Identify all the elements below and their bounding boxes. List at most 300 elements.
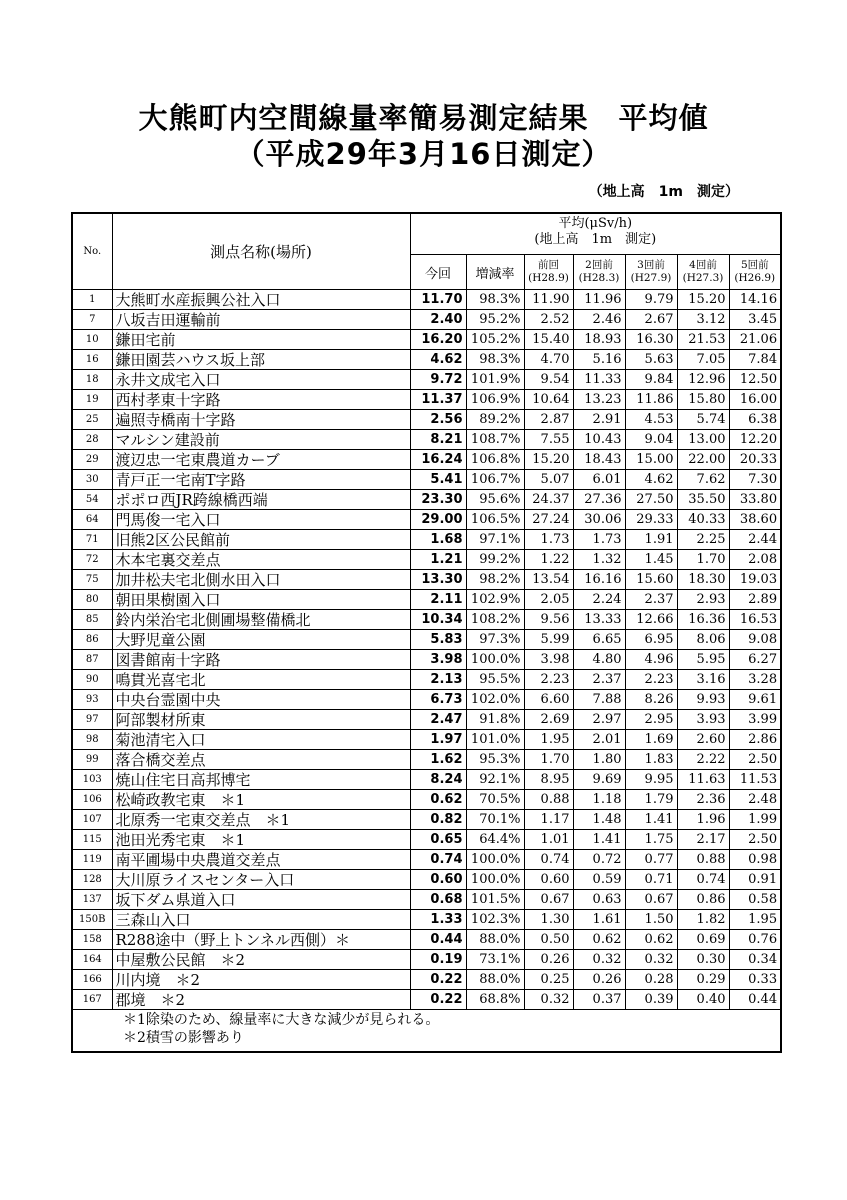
row-prev4-value: 2.25 (677, 530, 729, 550)
row-prev2-value: 1.48 (573, 810, 625, 830)
header-prev1: 前回 (H28.9) (524, 255, 573, 290)
row-change-rate: 102.9% (466, 590, 524, 610)
row-change-rate: 101.0% (466, 730, 524, 750)
row-change-rate: 91.8% (466, 710, 524, 730)
row-current-value: 0.68 (410, 890, 466, 910)
row-change-rate: 64.4% (466, 830, 524, 850)
row-current-value: 0.60 (410, 870, 466, 890)
table-row (72, 850, 781, 870)
table-row (72, 410, 781, 430)
row-prev2-value: 2.91 (573, 410, 625, 430)
row-prev2-value: 1.41 (573, 830, 625, 850)
row-location-name: マルシン建設前 (112, 430, 410, 450)
row-prev3-value: 16.30 (625, 330, 677, 350)
row-prev4-value: 3.12 (677, 310, 729, 330)
row-prev5-value: 9.08 (729, 630, 781, 650)
row-prev5-value: 11.53 (729, 770, 781, 790)
row-prev5-value: 0.44 (729, 990, 781, 1010)
row-prev2-value: 1.18 (573, 790, 625, 810)
row-number: 86 (72, 630, 112, 650)
row-prev4-value: 12.96 (677, 370, 729, 390)
row-number: 98 (72, 730, 112, 750)
row-prev4-value: 7.62 (677, 470, 729, 490)
row-prev1-value: 1.01 (524, 830, 573, 850)
footnotes (72, 1010, 781, 1053)
row-number: 75 (72, 570, 112, 590)
row-prev5-value: 0.33 (729, 970, 781, 990)
row-number: 107 (72, 810, 112, 830)
table-row (72, 350, 781, 370)
table-row (72, 330, 781, 350)
row-change-rate: 73.1% (466, 950, 524, 970)
row-location-name: 西村孝東十字路 (112, 390, 410, 410)
row-current-value: 2.56 (410, 410, 466, 430)
row-number: 167 (72, 990, 112, 1010)
row-current-value: 1.68 (410, 530, 466, 550)
row-prev2-value: 0.72 (573, 850, 625, 870)
row-prev1-value: 6.60 (524, 690, 573, 710)
row-prev2-value: 10.43 (573, 430, 625, 450)
row-prev4-value: 3.93 (677, 710, 729, 730)
row-location-name: 木本宅裏交差点 (112, 550, 410, 570)
row-prev5-value: 2.50 (729, 830, 781, 850)
table-row (72, 750, 781, 770)
row-location-name: 永井文成宅入口 (112, 370, 410, 390)
row-prev3-value: 1.79 (625, 790, 677, 810)
row-change-rate: 95.3% (466, 750, 524, 770)
row-number: 80 (72, 590, 112, 610)
row-prev3-value: 9.95 (625, 770, 677, 790)
row-prev5-value: 16.00 (729, 390, 781, 410)
row-current-value: 11.37 (410, 390, 466, 410)
row-prev4-value: 2.93 (677, 590, 729, 610)
row-prev1-value: 7.55 (524, 430, 573, 450)
row-prev1-value: 1.22 (524, 550, 573, 570)
row-change-rate: 102.0% (466, 690, 524, 710)
row-prev5-value: 2.08 (729, 550, 781, 570)
row-location-name: 阿部製材所東 (112, 710, 410, 730)
row-current-value: 2.11 (410, 590, 466, 610)
row-location-name: 青戸正一宅南T字路 (112, 470, 410, 490)
row-prev3-value: 0.62 (625, 930, 677, 950)
row-prev1-value: 1.95 (524, 730, 573, 750)
row-number: 119 (72, 850, 112, 870)
row-prev5-value: 2.86 (729, 730, 781, 750)
row-number: 93 (72, 690, 112, 710)
row-current-value: 1.97 (410, 730, 466, 750)
row-change-rate: 89.2% (466, 410, 524, 430)
row-prev2-value: 27.36 (573, 490, 625, 510)
row-prev4-value: 11.63 (677, 770, 729, 790)
row-prev3-value: 4.62 (625, 470, 677, 490)
table-row (72, 810, 781, 830)
table-row (72, 610, 781, 630)
row-number: 128 (72, 870, 112, 890)
row-location-name: 大熊町水産振興公社入口 (112, 290, 410, 310)
row-change-rate: 100.0% (466, 870, 524, 890)
row-prev4-value: 15.20 (677, 290, 729, 310)
table-row (72, 790, 781, 810)
row-prev5-value: 0.98 (729, 850, 781, 870)
row-prev3-value: 2.23 (625, 670, 677, 690)
row-location-name: 池田光秀宅東 ＊1 (112, 830, 410, 850)
row-prev3-value: 2.67 (625, 310, 677, 330)
table-row (72, 650, 781, 670)
table-row (72, 890, 781, 910)
row-location-name: 大川原ライスセンター入口 (112, 870, 410, 890)
row-prev4-value: 8.06 (677, 630, 729, 650)
row-current-value: 1.33 (410, 910, 466, 930)
row-prev4-value: 0.29 (677, 970, 729, 990)
table-row (72, 430, 781, 450)
row-prev1-value: 5.99 (524, 630, 573, 650)
row-location-name: 鈴内栄治宅北側圃場整備橋北 (112, 610, 410, 630)
row-prev1-value: 11.90 (524, 290, 573, 310)
measurement-height-note: （地上高 1m 測定） (588, 184, 739, 200)
row-location-name: 大野児童公園 (112, 630, 410, 650)
row-current-value: 0.22 (410, 990, 466, 1010)
table-row (72, 910, 781, 930)
row-prev2-value: 0.59 (573, 870, 625, 890)
row-prev1-value: 1.70 (524, 750, 573, 770)
row-prev2-value: 18.43 (573, 450, 625, 470)
row-prev4-value: 7.05 (677, 350, 729, 370)
row-location-name: 北原秀一宅東交差点 ＊1 (112, 810, 410, 830)
row-prev4-value: 0.69 (677, 930, 729, 950)
table-row (72, 450, 781, 470)
header-prev5: 5回前 (H26.9) (729, 255, 781, 290)
row-prev3-value: 15.60 (625, 570, 677, 590)
row-current-value: 4.62 (410, 350, 466, 370)
row-number: 158 (72, 930, 112, 950)
row-prev5-value: 14.16 (729, 290, 781, 310)
row-current-value: 0.44 (410, 930, 466, 950)
row-number: 10 (72, 330, 112, 350)
row-prev4-value: 2.17 (677, 830, 729, 850)
row-prev2-value: 5.16 (573, 350, 625, 370)
row-prev1-value: 13.54 (524, 570, 573, 590)
header-no: No. (72, 213, 112, 290)
table-row (72, 590, 781, 610)
footnote-2: ＊2積雪の影響あり (123, 1030, 244, 1046)
row-prev4-value: 5.95 (677, 650, 729, 670)
row-prev3-value: 1.50 (625, 910, 677, 930)
row-number: 30 (72, 470, 112, 490)
row-location-name: 図書館南十字路 (112, 650, 410, 670)
row-prev1-value: 1.17 (524, 810, 573, 830)
header-location-name: 測点名称(場所) (112, 213, 410, 290)
row-prev4-value: 35.50 (677, 490, 729, 510)
row-prev2-value: 0.26 (573, 970, 625, 990)
row-prev3-value: 2.95 (625, 710, 677, 730)
row-prev4-value: 1.82 (677, 910, 729, 930)
row-prev3-value: 4.96 (625, 650, 677, 670)
table-row (72, 710, 781, 730)
table-row (72, 830, 781, 850)
row-change-rate: 106.8% (466, 450, 524, 470)
header-average-height: (地上高 1m 測定) (534, 232, 657, 247)
row-change-rate: 95.6% (466, 490, 524, 510)
row-prev5-value: 1.99 (729, 810, 781, 830)
row-location-name: ポポロ西JR跨線橋西端 (112, 490, 410, 510)
row-prev4-value: 0.86 (677, 890, 729, 910)
table-row (72, 730, 781, 750)
row-location-name: 遍照寺橋南十字路 (112, 410, 410, 430)
row-number: 164 (72, 950, 112, 970)
row-change-rate: 95.2% (466, 310, 524, 330)
row-location-name: 朝田果樹園入口 (112, 590, 410, 610)
row-prev2-value: 4.80 (573, 650, 625, 670)
row-prev5-value: 0.76 (729, 930, 781, 950)
row-location-name: 加井松夫宅北側水田入口 (112, 570, 410, 590)
row-current-value: 2.13 (410, 670, 466, 690)
table-row (72, 510, 781, 530)
row-location-name: 鳴貫光喜宅北 (112, 670, 410, 690)
row-prev2-value: 16.16 (573, 570, 625, 590)
row-current-value: 6.73 (410, 690, 466, 710)
row-prev2-value: 11.33 (573, 370, 625, 390)
table-row (72, 930, 781, 950)
row-prev5-value: 6.27 (729, 650, 781, 670)
row-number: 16 (72, 350, 112, 370)
row-location-name: 川内境 ＊2 (112, 970, 410, 990)
row-current-value: 23.30 (410, 490, 466, 510)
row-prev3-value: 12.66 (625, 610, 677, 630)
row-location-name: 渡辺忠一宅東農道カーブ (112, 450, 410, 470)
row-current-value: 2.47 (410, 710, 466, 730)
row-prev3-value: 1.45 (625, 550, 677, 570)
row-prev1-value: 2.23 (524, 670, 573, 690)
table-row (72, 670, 781, 690)
row-location-name: 中屋敷公民館 ＊2 (112, 950, 410, 970)
row-prev1-value: 9.56 (524, 610, 573, 630)
row-location-name: 中央台霊園中央 (112, 690, 410, 710)
row-prev1-value: 4.70 (524, 350, 573, 370)
row-location-name: 坂下ダム県道入口 (112, 890, 410, 910)
row-change-rate: 106.9% (466, 390, 524, 410)
header-prev2: 2回前 (H28.3) (573, 255, 625, 290)
row-prev2-value: 1.61 (573, 910, 625, 930)
row-prev4-value: 3.16 (677, 670, 729, 690)
row-current-value: 1.21 (410, 550, 466, 570)
row-change-rate: 100.0% (466, 650, 524, 670)
row-prev3-value: 1.91 (625, 530, 677, 550)
row-change-rate: 97.3% (466, 630, 524, 650)
row-prev5-value: 38.60 (729, 510, 781, 530)
row-number: 115 (72, 830, 112, 850)
row-prev1-value: 8.95 (524, 770, 573, 790)
row-location-name: 八坂吉田運輸前 (112, 310, 410, 330)
row-number: 71 (72, 530, 112, 550)
row-prev5-value: 6.38 (729, 410, 781, 430)
row-prev2-value: 2.97 (573, 710, 625, 730)
row-prev2-value: 2.01 (573, 730, 625, 750)
row-prev2-value: 0.62 (573, 930, 625, 950)
table-row (72, 570, 781, 590)
row-location-name: 鎌田宅前 (112, 330, 410, 350)
row-prev5-value: 7.30 (729, 470, 781, 490)
row-prev4-value: 9.93 (677, 690, 729, 710)
row-prev3-value: 6.95 (625, 630, 677, 650)
row-prev5-value: 16.53 (729, 610, 781, 630)
row-number: 7 (72, 310, 112, 330)
row-prev1-value: 3.98 (524, 650, 573, 670)
row-prev2-value: 1.73 (573, 530, 625, 550)
row-prev1-value: 0.32 (524, 990, 573, 1010)
row-prev4-value: 21.53 (677, 330, 729, 350)
row-number: 1 (72, 290, 112, 310)
row-prev5-value: 1.95 (729, 910, 781, 930)
footnote-1: ＊1除染のため、線量率に大きな減少が見られる。 (123, 1012, 440, 1028)
row-prev1-value: 0.25 (524, 970, 573, 990)
table-row (72, 690, 781, 710)
row-location-name: 郡境 ＊2 (112, 990, 410, 1010)
row-prev5-value: 9.61 (729, 690, 781, 710)
row-prev5-value: 0.58 (729, 890, 781, 910)
row-prev3-value: 2.37 (625, 590, 677, 610)
row-location-name: 鎌田園芸ハウス坂上部 (112, 350, 410, 370)
row-prev1-value: 0.67 (524, 890, 573, 910)
row-location-name: 南平圃場中央農道交差点 (112, 850, 410, 870)
row-prev2-value: 0.32 (573, 950, 625, 970)
row-current-value: 8.21 (410, 430, 466, 450)
row-prev1-value: 10.64 (524, 390, 573, 410)
row-current-value: 0.19 (410, 950, 466, 970)
row-number: 137 (72, 890, 112, 910)
row-location-name: 旧熊2区公民館前 (112, 530, 410, 550)
row-prev1-value: 15.20 (524, 450, 573, 470)
row-change-rate: 92.1% (466, 770, 524, 790)
row-prev2-value: 2.37 (573, 670, 625, 690)
table-row (72, 310, 781, 330)
row-prev1-value: 0.88 (524, 790, 573, 810)
row-prev2-value: 7.88 (573, 690, 625, 710)
header-average-unit: 平均(μSv/h) (558, 216, 633, 231)
row-prev3-value: 11.86 (625, 390, 677, 410)
row-prev3-value: 0.71 (625, 870, 677, 890)
row-prev1-value: 24.37 (524, 490, 573, 510)
page-title-date: （平成29年3月16日測定） (235, 137, 612, 171)
row-number: 54 (72, 490, 112, 510)
row-prev4-value: 2.60 (677, 730, 729, 750)
row-change-rate: 100.0% (466, 850, 524, 870)
table-row (72, 770, 781, 790)
row-prev3-value: 5.63 (625, 350, 677, 370)
row-prev1-value: 2.05 (524, 590, 573, 610)
row-current-value: 13.30 (410, 570, 466, 590)
table-row (72, 990, 781, 1010)
table-row (72, 950, 781, 970)
row-prev3-value: 9.04 (625, 430, 677, 450)
row-prev5-value: 2.44 (729, 530, 781, 550)
row-prev4-value: 1.96 (677, 810, 729, 830)
row-number: 97 (72, 710, 112, 730)
row-number: 28 (72, 430, 112, 450)
row-prev3-value: 0.32 (625, 950, 677, 970)
row-prev4-value: 0.30 (677, 950, 729, 970)
row-current-value: 0.65 (410, 830, 466, 850)
row-prev4-value: 0.74 (677, 870, 729, 890)
row-number: 99 (72, 750, 112, 770)
row-prev3-value: 0.67 (625, 890, 677, 910)
row-current-value: 1.62 (410, 750, 466, 770)
measurement-table (71, 212, 782, 1053)
row-prev5-value: 2.48 (729, 790, 781, 810)
row-prev3-value: 15.00 (625, 450, 677, 470)
row-change-rate: 101.5% (466, 890, 524, 910)
row-prev5-value: 20.33 (729, 450, 781, 470)
row-prev1-value: 0.74 (524, 850, 573, 870)
row-change-rate: 88.0% (466, 970, 524, 990)
row-prev3-value: 0.77 (625, 850, 677, 870)
row-change-rate: 98.3% (466, 290, 524, 310)
row-number: 85 (72, 610, 112, 630)
row-prev2-value: 6.65 (573, 630, 625, 650)
table-row (72, 290, 781, 310)
row-change-rate: 105.2% (466, 330, 524, 350)
table-row (72, 470, 781, 490)
row-prev3-value: 0.28 (625, 970, 677, 990)
row-prev3-value: 4.53 (625, 410, 677, 430)
row-prev5-value: 7.84 (729, 350, 781, 370)
row-prev5-value: 33.80 (729, 490, 781, 510)
row-prev1-value: 1.73 (524, 530, 573, 550)
row-prev4-value: 0.88 (677, 850, 729, 870)
row-current-value: 2.40 (410, 310, 466, 330)
row-prev5-value: 12.20 (729, 430, 781, 450)
row-prev3-value: 1.41 (625, 810, 677, 830)
row-current-value: 3.98 (410, 650, 466, 670)
row-change-rate: 101.9% (466, 370, 524, 390)
header-average (410, 213, 781, 255)
header-prev4: 4回前 (H27.3) (677, 255, 729, 290)
row-current-value: 0.82 (410, 810, 466, 830)
header-change-rate: 増減率 (466, 255, 524, 290)
row-prev2-value: 0.37 (573, 990, 625, 1010)
row-prev4-value: 16.36 (677, 610, 729, 630)
row-change-rate: 95.5% (466, 670, 524, 690)
row-number: 90 (72, 670, 112, 690)
row-prev3-value: 8.26 (625, 690, 677, 710)
table-row (72, 370, 781, 390)
row-prev2-value: 11.96 (573, 290, 625, 310)
row-prev1-value: 2.69 (524, 710, 573, 730)
row-change-rate: 98.2% (466, 570, 524, 590)
row-prev3-value: 1.75 (625, 830, 677, 850)
row-prev2-value: 2.46 (573, 310, 625, 330)
row-prev3-value: 29.33 (625, 510, 677, 530)
row-prev2-value: 9.69 (573, 770, 625, 790)
row-prev5-value: 19.03 (729, 570, 781, 590)
table-row (72, 530, 781, 550)
row-prev1-value: 27.24 (524, 510, 573, 530)
row-location-name: 落合橋交差点 (112, 750, 410, 770)
row-change-rate: 99.2% (466, 550, 524, 570)
row-location-name: 松崎政教宅東 ＊1 (112, 790, 410, 810)
row-current-value: 11.70 (410, 290, 466, 310)
row-prev1-value: 2.52 (524, 310, 573, 330)
row-prev2-value: 2.24 (573, 590, 625, 610)
row-prev4-value: 40.33 (677, 510, 729, 530)
row-change-rate: 108.2% (466, 610, 524, 630)
row-current-value: 16.24 (410, 450, 466, 470)
row-prev1-value: 0.60 (524, 870, 573, 890)
row-number: 64 (72, 510, 112, 530)
row-prev3-value: 27.50 (625, 490, 677, 510)
row-prev1-value: 0.50 (524, 930, 573, 950)
header-prev3: 3回前 (H27.9) (625, 255, 677, 290)
row-prev5-value: 0.34 (729, 950, 781, 970)
